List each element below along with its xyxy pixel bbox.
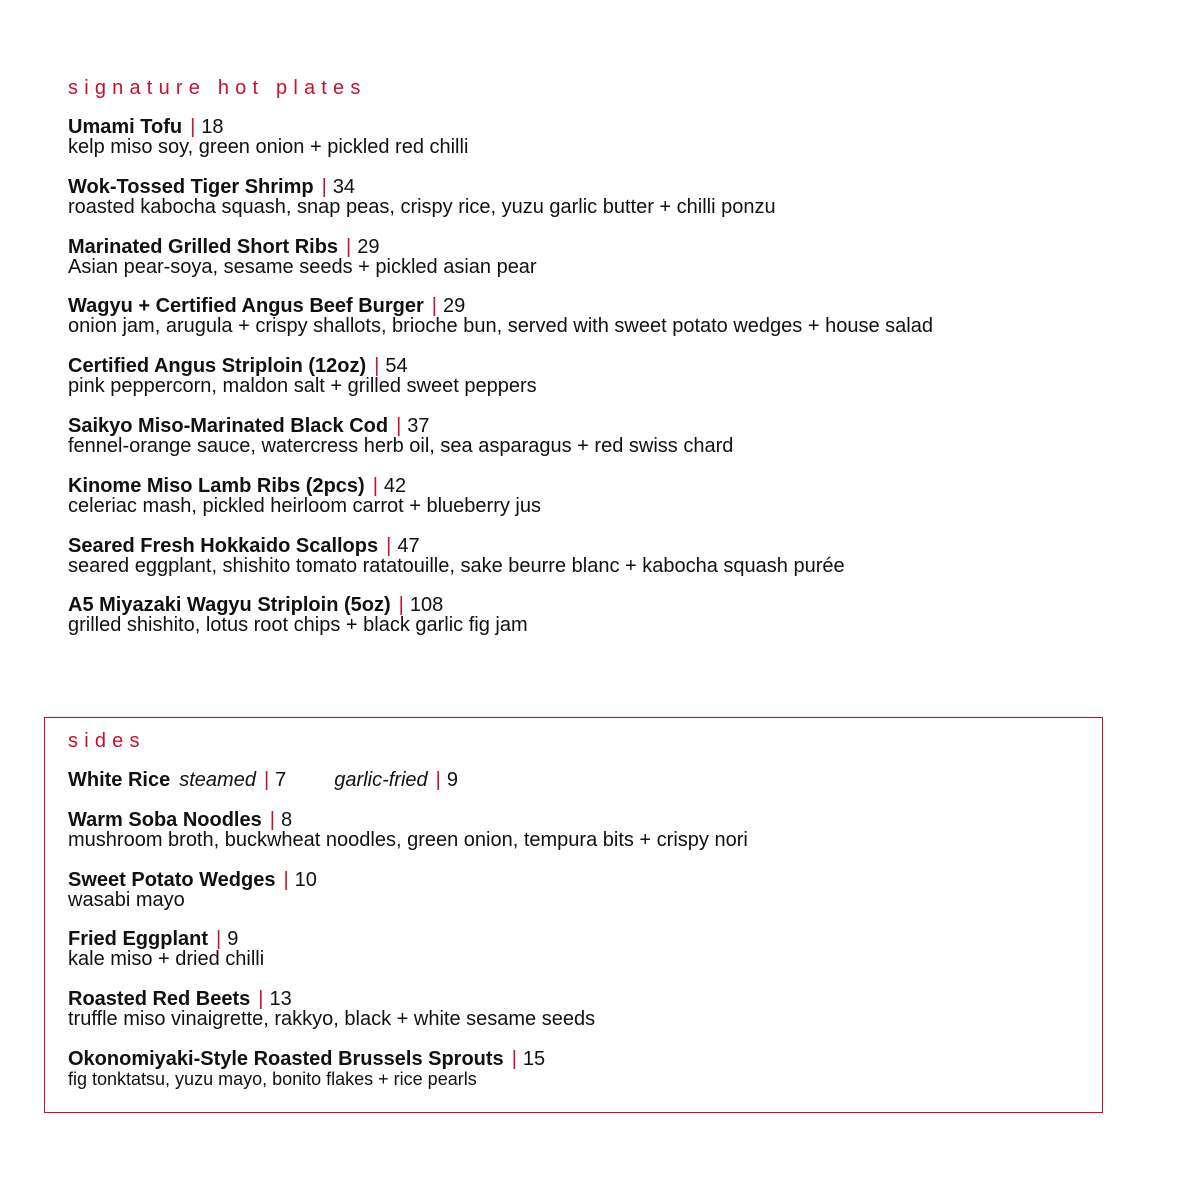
- item-name: Umami Tofu: [68, 116, 183, 138]
- item-price: 37: [407, 414, 430, 437]
- item-name: A5 Miyazaki Wagyu Striploin (5oz): [68, 594, 391, 617]
- item-description: onion jam, arugula + crispy shallots, brioche bun, served with sweet potato wedges + house salad: [68, 315, 933, 338]
- price-separator: |: [386, 534, 392, 557]
- item-name: Warm Soba Noodles: [68, 808, 262, 831]
- menu-item-a5-wagyu: [68, 595, 933, 655]
- menu-item-soba-noodles: [68, 810, 748, 870]
- sides-title: sides: [68, 730, 146, 752]
- menu-item-short-ribs: [68, 237, 933, 297]
- item-name: Fried Eggplant: [68, 928, 208, 951]
- item-price: 8: [280, 808, 293, 831]
- menu-item-umami-tofu: [68, 117, 933, 177]
- item-price: 29: [443, 295, 466, 318]
- item-name: Sweet Potato Wedges: [68, 868, 276, 891]
- item-description: celeriac mash, pickled heirloom carrot + blueberry jus: [68, 494, 541, 517]
- menu-item-striploin-12oz: [68, 356, 933, 416]
- item-description: Asian pear-soya, sesame seeds + pickled asian pear: [68, 255, 537, 278]
- item-name: White Rice: [68, 769, 171, 791]
- sides-list: [68, 770, 748, 1109]
- price-separator: |: [321, 175, 327, 198]
- item-price: 7: [275, 769, 287, 791]
- item-description: roasted kabocha squash, snap peas, crispy rice, yuzu garlic butter + chilli ponzu: [68, 195, 776, 218]
- item-name: Saikyo Miso-Marinated Black Cod: [68, 414, 389, 437]
- item-price: 34: [332, 175, 356, 198]
- price-separator: |: [398, 594, 404, 617]
- price-separator: |: [263, 769, 270, 791]
- item-description: truffle miso vinaigrette, rakkyo, black + white sesame seeds: [68, 1008, 596, 1031]
- price-separator: |: [396, 414, 402, 437]
- item-name: Marinated Grilled Short Ribs: [68, 235, 339, 258]
- item-description: mushroom broth, buckwheat noodles, green onion, tempura bits + crispy nori: [68, 828, 748, 851]
- item-price: 47: [397, 534, 420, 557]
- price-separator: |: [346, 235, 352, 258]
- item-price: 42: [383, 474, 407, 497]
- item-description: grilled shishito, lotus root chips + black garlic fig jam: [68, 614, 528, 637]
- item-name: Wok-Tossed Tiger Shrimp: [68, 175, 314, 198]
- item-name: Certified Angus Striploin (12oz): [68, 355, 367, 378]
- rice-option-label: steamed: [179, 769, 256, 791]
- price-separator: |: [258, 988, 264, 1011]
- item-price: 9: [227, 928, 239, 951]
- item-name: Kinome Miso Lamb Ribs (2pcs): [68, 474, 365, 497]
- item-name: Seared Fresh Hokkaido Scallops: [68, 534, 379, 557]
- menu-item-sweet-potato-wedges: [68, 870, 748, 930]
- item-price: 54: [385, 355, 408, 378]
- item-price: 29: [357, 235, 380, 258]
- item-price: 13: [269, 988, 292, 1011]
- price-separator: |: [269, 808, 275, 831]
- item-description: kale miso + dried chilli: [68, 948, 265, 971]
- menu-item-black-cod: [68, 416, 933, 476]
- item-price: 9: [446, 769, 458, 791]
- price-separator: |: [435, 769, 441, 791]
- menu-item-brussels-sprouts: [68, 1049, 748, 1109]
- price-separator: |: [372, 474, 378, 497]
- price-separator: |: [216, 928, 222, 951]
- item-price: 15: [522, 1047, 546, 1070]
- item-price: 18: [201, 116, 224, 138]
- price-separator: |: [511, 1047, 517, 1070]
- item-name: Roasted Red Beets: [68, 988, 251, 1011]
- hot-plates-title: signature hot plates: [68, 77, 367, 99]
- menu-item-lamb-ribs: [68, 476, 933, 536]
- item-name: Okonomiyaki-Style Roasted Brussels Sprouts: [68, 1047, 504, 1070]
- rice-option-label: garlic-fried: [334, 769, 428, 791]
- menu-item-fried-eggplant: [68, 929, 748, 989]
- item-description: wasabi mayo: [68, 888, 185, 911]
- item-description: pink peppercorn, maldon salt + grilled sweet peppers: [68, 375, 537, 398]
- price-separator: |: [374, 355, 380, 378]
- item-description: seared eggplant, shishito tomato ratatouille, sake beurre blanc + kabocha squash purée: [68, 554, 845, 577]
- price-separator: |: [190, 116, 196, 138]
- price-separator: |: [283, 868, 289, 891]
- price-separator: |: [431, 295, 437, 318]
- item-description: fennel-orange sauce, watercress herb oil, sea asparagus + red swiss chard: [68, 434, 734, 457]
- item-name: Wagyu + Certified Angus Beef Burger: [68, 295, 424, 318]
- hot-plates-list: [68, 117, 933, 655]
- menu-item-white-rice: [68, 770, 748, 810]
- menu-item-scallops: [68, 536, 933, 596]
- item-price: 108: [409, 594, 444, 617]
- item-price: 10: [294, 868, 317, 891]
- menu-item-beef-burger: [68, 296, 933, 356]
- item-description: fig tonktatsu, yuzu mayo, bonito flakes + rice pearls: [68, 1068, 477, 1089]
- menu-item-red-beets: [68, 989, 748, 1049]
- item-description: kelp miso soy, green onion + pickled red chilli: [68, 136, 469, 158]
- menu-item-tiger-shrimp: [68, 177, 933, 237]
